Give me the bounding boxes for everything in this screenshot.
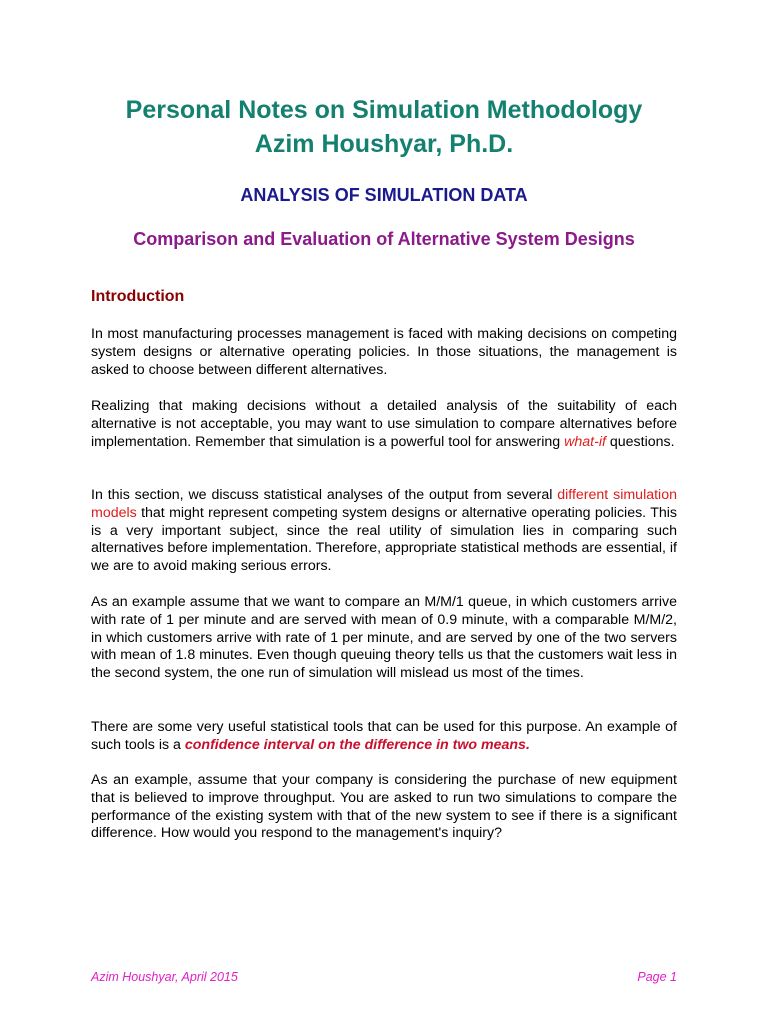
paragraph: As an example, assume that your company is considering the purchase of new equipment that is believed to improve throughput. You are asked to run two simulations to compare the performance of the existing system with that of the new system to see if there is a significant difference. How would you respond to the management's inquiry? <box>91 772 677 842</box>
paragraph-text: that might represent competing system designs or alternative operating policies. This is a very important subject, since the real utility of simulation lies in comparing such alternatives before implementation. Therefore, appropriate statistical methods are essential, if we are to avoid making serious errors. <box>91 504 677 575</box>
paragraph <box>91 398 677 451</box>
document-title: Personal Notes on Simulation Methodology <box>125 96 643 124</box>
section-title: Introduction <box>91 288 185 305</box>
paragraph <box>91 487 677 576</box>
document-author: Azim Houshyar, Ph.D. <box>254 130 514 158</box>
emphasis-text: what-if <box>564 433 606 450</box>
paragraph: In most manufacturing processes management is faced with making decisions on competing system designs or alternative operating policies. In those situations, the management is asked to choose between different alternatives. <box>91 326 677 378</box>
paragraph <box>91 719 677 755</box>
paragraph-text: There are some very useful statistical tools that can be used for this purpose. An example of such tools is a <box>91 719 677 753</box>
chapter-subheading: Comparison and Evaluation of Alternative System Designs <box>133 229 635 249</box>
paragraph-text: Realizing that making decisions without a detailed analysis of the suitability of each alternative is not acceptable, you may want to use simulation to compare alternatives before implementation. Remember that simulation is a powerful tool for answering <box>91 398 677 450</box>
highlight-text: different simulation models <box>91 487 677 521</box>
footer-author: Azim Houshyar, April 2015 <box>91 970 238 984</box>
page-number: Page 1 <box>637 970 677 984</box>
paragraph-text: questions. <box>605 433 675 450</box>
paragraph: As an example assume that we want to compare an M/M/1 queue, in which customers arrive with rate of 1 per minute and are served with mean of 0.9 minute, with a comparable M/M/2, in which customers arrive with rate of 1 per minute, and are served by one of the two servers with mean of 1.8 minutes. Even though queuing theory tells us that the customers wait less in the second system, the one run of simulation will mislead us most of the times. <box>91 594 677 682</box>
emphasis-text: confidence interval on the difference in two means. <box>184 736 530 753</box>
chapter-heading: ANALYSIS OF SIMULATION DATA <box>240 185 528 205</box>
paragraph-text: In this section, we discuss statistical analyses of the output from several <box>91 487 558 503</box>
